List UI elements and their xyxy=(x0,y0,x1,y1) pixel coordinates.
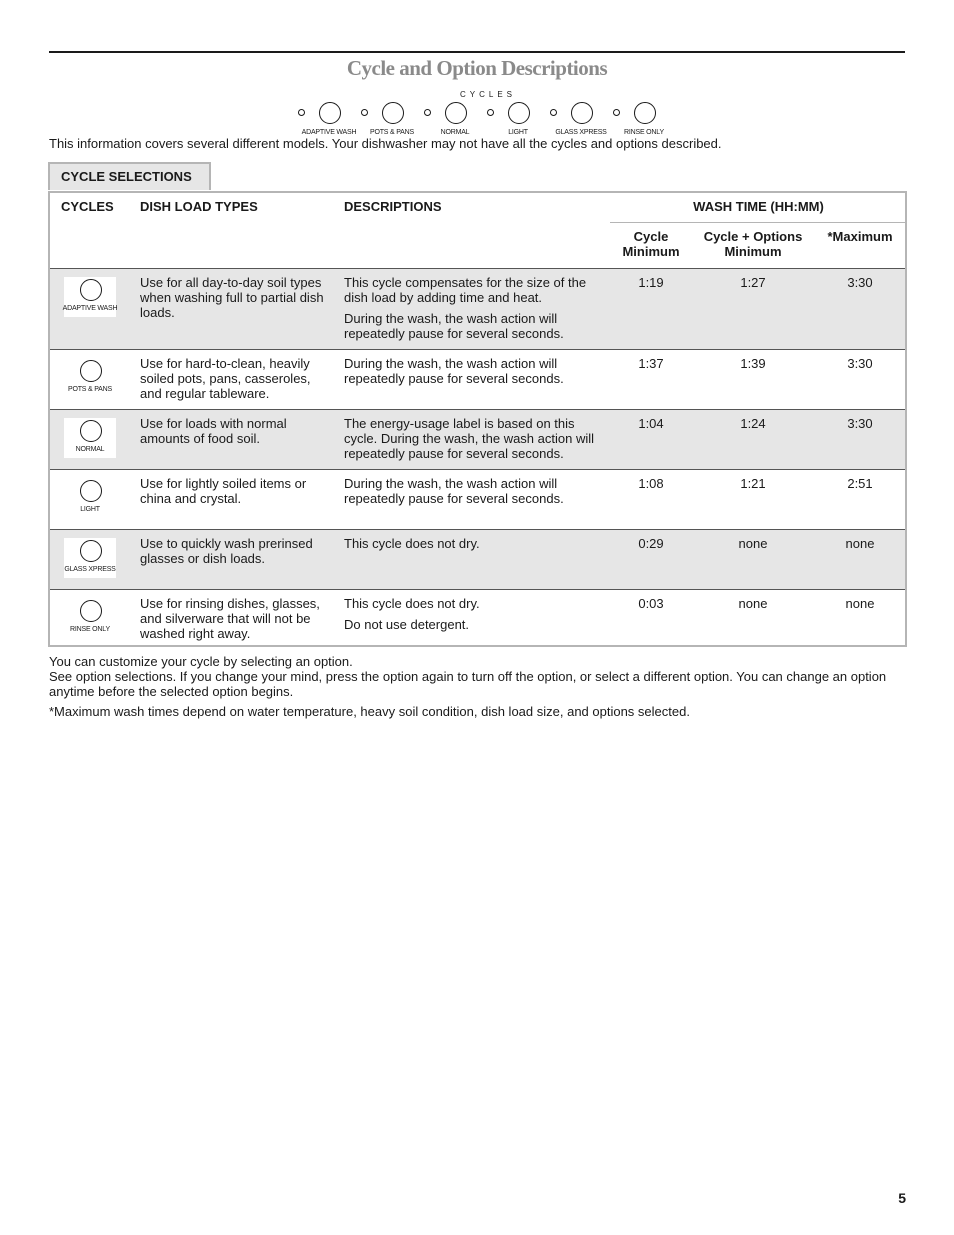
cycle-button-icon xyxy=(80,420,102,442)
panel-button-label: GLASS XPRESS xyxy=(555,129,607,136)
cycle-icon-label: ADAPTIVE WASH xyxy=(62,305,118,312)
header-dish-load-types: DISH LOAD TYPES xyxy=(140,199,258,214)
panel-label: CYCLES xyxy=(460,90,517,99)
maximum-value: 3:30 xyxy=(847,275,873,290)
cycle-icon-box xyxy=(64,538,116,578)
maximum-footnote: *Maximum wash times depend on water temperature, heavy soil condition, dish load size, and options selected. xyxy=(49,704,690,719)
cycle-icon-box xyxy=(64,598,116,638)
button-ring-icon xyxy=(445,102,467,124)
top-rule xyxy=(49,51,905,53)
header-maximum: *Maximum xyxy=(827,229,893,244)
maximum-value: 3:30 xyxy=(847,356,873,371)
header-divider xyxy=(610,222,907,223)
cycle-icon-label: LIGHT xyxy=(80,506,100,513)
button-ring-icon xyxy=(634,102,656,124)
cycle-minimum-value: 1:37 xyxy=(638,356,664,371)
header-line: Cycle xyxy=(633,229,669,244)
cycle-button-icon xyxy=(80,279,102,301)
cycle-description xyxy=(344,596,610,638)
table-row-glass-xpress xyxy=(50,529,905,589)
customize-note: You can customize your cycle by selecting an option. xyxy=(49,654,353,669)
maximum-value: 3:30 xyxy=(847,416,873,431)
indicator-light-icon xyxy=(550,109,557,116)
cycle-description xyxy=(344,536,610,557)
cycle-button-icon xyxy=(80,600,102,622)
cycle-description xyxy=(344,416,610,467)
description-paragraph: This cycle does not dry. xyxy=(344,596,480,611)
page-title: Cycle and Option Descriptions xyxy=(346,56,608,80)
table-row-adaptive-wash xyxy=(50,268,905,349)
options-minimum-value: none xyxy=(738,596,768,611)
indicator-light-icon xyxy=(613,109,620,116)
options-minimum-value: 1:24 xyxy=(740,416,766,431)
maximum-value: none xyxy=(845,536,875,551)
header-line: Minimum xyxy=(724,244,782,259)
description-paragraph: During the wash, the wash action will repeatedly pause for several seconds. xyxy=(344,356,564,386)
cycle-minimum-value: 1:04 xyxy=(638,416,664,431)
option-selection-note: See option selections. If you change your mind, press the option again to turn off the option, or select a different option. You can change an option anytime before the selected option begins. xyxy=(49,669,887,699)
maximum-value: 2:51 xyxy=(847,476,873,491)
indicator-light-icon xyxy=(424,109,431,116)
cycle-control-panel xyxy=(290,96,670,136)
dish-load-type: Use for lightly soiled items or china and crystal. xyxy=(140,476,307,506)
cycle-description xyxy=(344,356,610,392)
cycle-icon-label: RINSE ONLY xyxy=(70,626,110,633)
maximum-value: none xyxy=(845,596,875,611)
dish-load-type: Use for loads with normal amounts of food soil. xyxy=(140,416,287,446)
cycle-minimum-value: 1:08 xyxy=(638,476,664,491)
panel-button-label: RINSE ONLY xyxy=(624,129,664,136)
header-cycle-minimum xyxy=(610,229,692,259)
table-row-rinse-only xyxy=(50,589,905,645)
cycle-button-icon xyxy=(80,540,102,562)
options-minimum-value: none xyxy=(738,536,768,551)
options-minimum-value: 1:27 xyxy=(740,275,766,290)
description-paragraph: This cycle compensates for the size of the dish load by adding time and heat. xyxy=(344,275,587,305)
panel-button-label: LIGHT xyxy=(508,129,528,136)
cycle-icon-label: POTS & PANS xyxy=(68,386,112,393)
cycle-icon-label: NORMAL xyxy=(75,446,105,453)
table-row-normal xyxy=(50,409,905,469)
dish-load-type: Use for rinsing dishes, glasses, and silverware that will not be washed right away. xyxy=(140,596,320,641)
dish-load-type: Use for hard-to-clean, heavily soiled pots, pans, casseroles, and regular tableware. xyxy=(140,356,311,401)
button-ring-icon xyxy=(319,102,341,124)
header-wash-time: WASH TIME (HH:MM) xyxy=(693,199,824,214)
description-paragraph: Do not use detergent. xyxy=(344,617,470,632)
cycle-selections-tab: CYCLE SELECTIONS xyxy=(48,162,211,190)
intro-text: This information covers several different models. Your dishwasher may not have all the cycles and options described. xyxy=(49,136,722,151)
page-number: 5 xyxy=(898,1190,906,1206)
table-row-light xyxy=(50,469,905,529)
cycle-button-icon xyxy=(80,480,102,502)
cycle-icon-label: GLASS XPRESS xyxy=(64,566,116,573)
button-ring-icon xyxy=(571,102,593,124)
description-paragraph: The energy-usage label is based on this cycle. During the wash, the wash action will repeatedly pause for several seconds. xyxy=(344,416,595,461)
indicator-light-icon xyxy=(361,109,368,116)
button-ring-icon xyxy=(382,102,404,124)
options-minimum-value: 1:21 xyxy=(740,476,766,491)
description-paragraph: This cycle does not dry. xyxy=(344,536,480,551)
panel-button-label: ADAPTIVE WASH xyxy=(301,129,357,136)
cycle-description xyxy=(344,476,610,512)
cycle-minimum-value: 1:19 xyxy=(638,275,664,290)
header-options-minimum xyxy=(693,229,813,259)
cycle-icon-box xyxy=(64,478,116,518)
cycle-icon-box xyxy=(64,358,116,398)
dish-load-type: Use for all day-to-day soil types when washing full to partial dish loads. xyxy=(140,275,324,320)
description-paragraph: During the wash, the wash action will repeatedly pause for several seconds. xyxy=(344,476,564,506)
cycle-button-icon xyxy=(80,360,102,382)
options-minimum-value: 1:39 xyxy=(740,356,766,371)
notes-section xyxy=(49,654,909,719)
cycle-icon-box xyxy=(64,277,116,317)
header-descriptions: DESCRIPTIONS xyxy=(344,199,442,214)
cycle-icon-box xyxy=(64,418,116,458)
panel-button-label: POTS & PANS xyxy=(370,129,414,136)
button-ring-icon xyxy=(508,102,530,124)
cycle-minimum-value: 0:29 xyxy=(638,536,664,551)
description-paragraph: During the wash, the wash action will repeatedly pause for several seconds. xyxy=(344,311,564,341)
dish-load-type: Use to quickly wash prerinsed glasses or dish loads. xyxy=(140,536,313,566)
indicator-light-icon xyxy=(487,109,494,116)
header-cycles: CYCLES xyxy=(61,199,114,214)
table-row-pots-pans xyxy=(50,349,905,409)
cycle-selections-table xyxy=(48,191,907,647)
panel-button-label: NORMAL xyxy=(440,129,470,136)
header-line: Cycle + Options xyxy=(703,229,803,244)
cycle-description xyxy=(344,275,610,347)
header-line: Minimum xyxy=(622,244,680,259)
cycle-minimum-value: 0:03 xyxy=(638,596,664,611)
indicator-light-icon xyxy=(298,109,305,116)
